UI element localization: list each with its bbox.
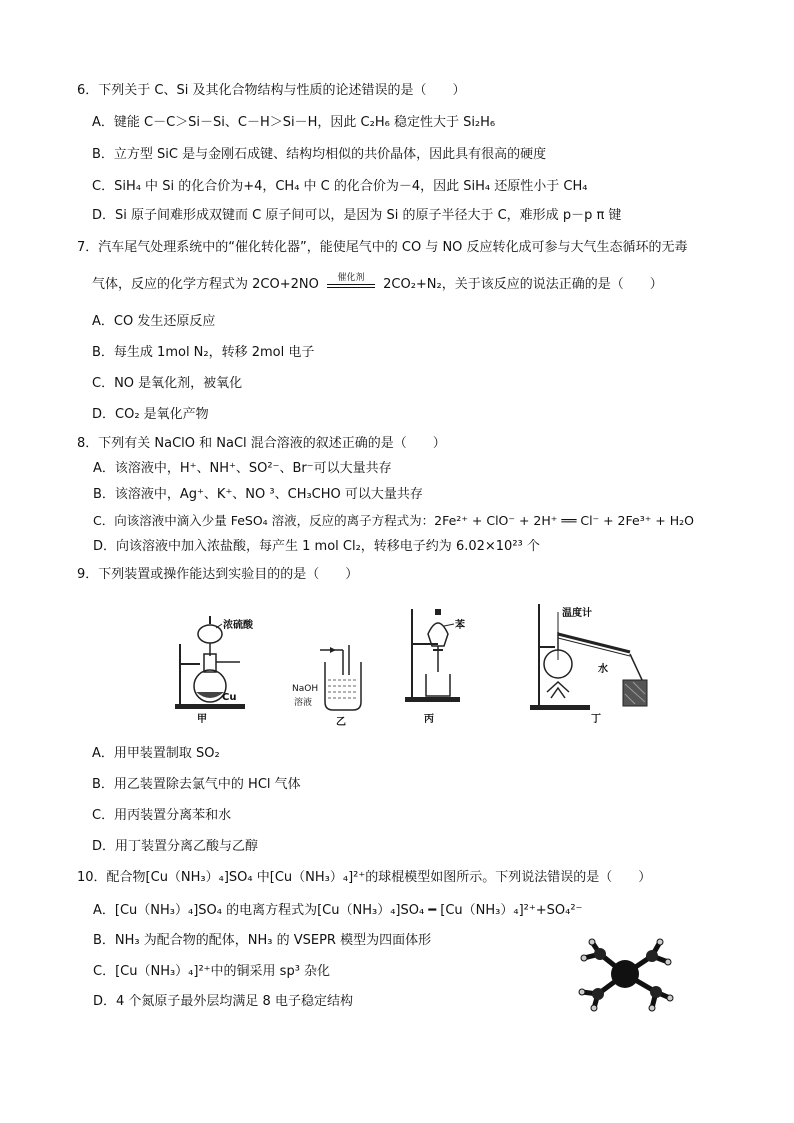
label-yi: 乙 xyxy=(336,717,346,728)
label-cu: Cu xyxy=(222,692,237,703)
apparatus-bing xyxy=(400,604,480,724)
catalyst-arrow xyxy=(327,273,375,293)
label-benzene: 苯 xyxy=(455,620,465,631)
apparatus-bing-drawing xyxy=(400,604,480,724)
label-water: 水 xyxy=(598,664,608,675)
q7-stem-part1: 气体，反应的化学方程式为 2CO+2NO xyxy=(92,277,319,292)
q9-option-c: C．用丙装置分离苯和水 xyxy=(92,808,232,823)
q8-option-b: B．该溶液中，Ag⁺、K⁺、NO ³、CH₃CHO 可以大量共存 xyxy=(93,487,423,502)
q9-stem: 9．下列装置或操作能达到实验目的的是（ ） xyxy=(77,567,359,582)
q6-option-a: A．键能 C－C＞Si－Si、C－H＞Si－H，因此 C₂H₆ 稳定性大于 Si₂H₆ xyxy=(92,115,496,130)
q9-option-d: D．用丁装置分离乙酸与乙醇 xyxy=(92,839,259,854)
q10-option-a: A．[Cu（NH₃）₄]SO₄ 的电离方程式为[Cu（NH₃）₄]SO₄ ━ [Cu（NH₃）₄]²⁺+SO₄²⁻ xyxy=(93,903,583,918)
q6-option-c: C．SiH₄ 中 Si 的化合价为+4，CH₄ 中 C 的化合价为－4，因此 SiH₄ 还原性小于 CH₄ xyxy=(92,179,588,194)
q6-option-d: D．Si 原子间难形成双键而 C 原子间可以，是因为 Si 的原子半径大于 C，难形成 p－p π 键 xyxy=(92,208,622,223)
q8-stem: 8．下列有关 NaClO 和 NaCl 混合溶液的叙述正确的是（ ） xyxy=(77,436,446,451)
q8-option-a: A．该溶液中，H⁺、NH⁺、SO²⁻、Br⁻可以大量共存 xyxy=(93,461,392,476)
label-naoh: NaOH xyxy=(292,684,319,694)
q10-option-b: B．NH₃ 为配合物的配体，NH₃ 的 VSEPR 模型为四面体形 xyxy=(93,933,432,948)
label-solution: 溶液 xyxy=(294,698,313,708)
label-thermometer: 温度计 xyxy=(562,608,592,619)
q9-option-b: B．用乙装置除去氯气中的 HCl 气体 xyxy=(92,777,301,792)
apparatus-jia xyxy=(160,604,260,724)
q6-option-b: B．立方型 SiC 是与金刚石成键、结构均相似的共价晶体，因此具有很高的硬度 xyxy=(92,147,547,162)
q7-option-d: D．CO₂ 是氧化产物 xyxy=(92,407,209,422)
apparatus-yi-drawing xyxy=(290,640,370,725)
q7-option-b: B．每生成 1mol N₂，转移 2mol 电子 xyxy=(92,345,315,360)
apparatus-yi xyxy=(290,640,370,728)
q6-stem: 6．下列关于 C、Si 及其化合物结构与性质的论述错误的是（ ） xyxy=(77,83,466,98)
q7-option-a: A．CO 发生还原反应 xyxy=(92,314,216,329)
q7-option-c: C．NO 是氧化剂，被氧化 xyxy=(92,376,243,391)
q7-stem-part2: 2CO₂+N₂，关于该反应的说法正确的是（ ） xyxy=(383,277,663,292)
label-jia: 甲 xyxy=(197,714,207,725)
q10-option-c: C．[Cu（NH₃）₄]²⁺中的铜采用 sp³ 杂化 xyxy=(93,964,331,979)
q7-stem-line2 xyxy=(92,273,663,293)
q10-stem: 10．配合物[Cu（NH₃）₄]SO₄ 中[Cu（NH₃）₄]²⁺的球棍模型如图所示。下列说法错误的是（ ） xyxy=(77,870,652,885)
ball-and-stick-drawing xyxy=(570,936,680,1016)
label-ding: 丁 xyxy=(591,714,601,725)
q7-stem-line1: 7．汽车尾气处理系统中的“催化转化器”，能使尾气中的 CO 与 NO 反应转化成可参与大气生态循环的无毒 xyxy=(77,240,688,255)
q10-option-d: D．4 个氮原子最外层均满足 8 电子稳定结构 xyxy=(93,994,353,1009)
q9-option-a: A．用甲装置制取 SO₂ xyxy=(92,746,220,761)
apparatus-ding xyxy=(525,602,675,724)
q8-option-d: D．向该溶液中加入浓盐酸，每产生 1 mol Cl₂，转移电子约为 6.02×10²³ 个 xyxy=(93,539,540,554)
label-bing: 丙 xyxy=(424,714,434,725)
ball-and-stick-model xyxy=(570,936,680,1016)
q8-option-c: C．向该溶液中滴入少量 FeSO₄ 溶液，反应的离子方程式为：2Fe²⁺ + ClO⁻ + 2H⁺ ══ Cl⁻ + 2Fe³⁺ + H₂O xyxy=(93,513,694,528)
label-concentrated-sulfuric-acid: 浓硫酸 xyxy=(223,620,253,631)
catalyst-label: 催化剂 xyxy=(337,273,365,283)
